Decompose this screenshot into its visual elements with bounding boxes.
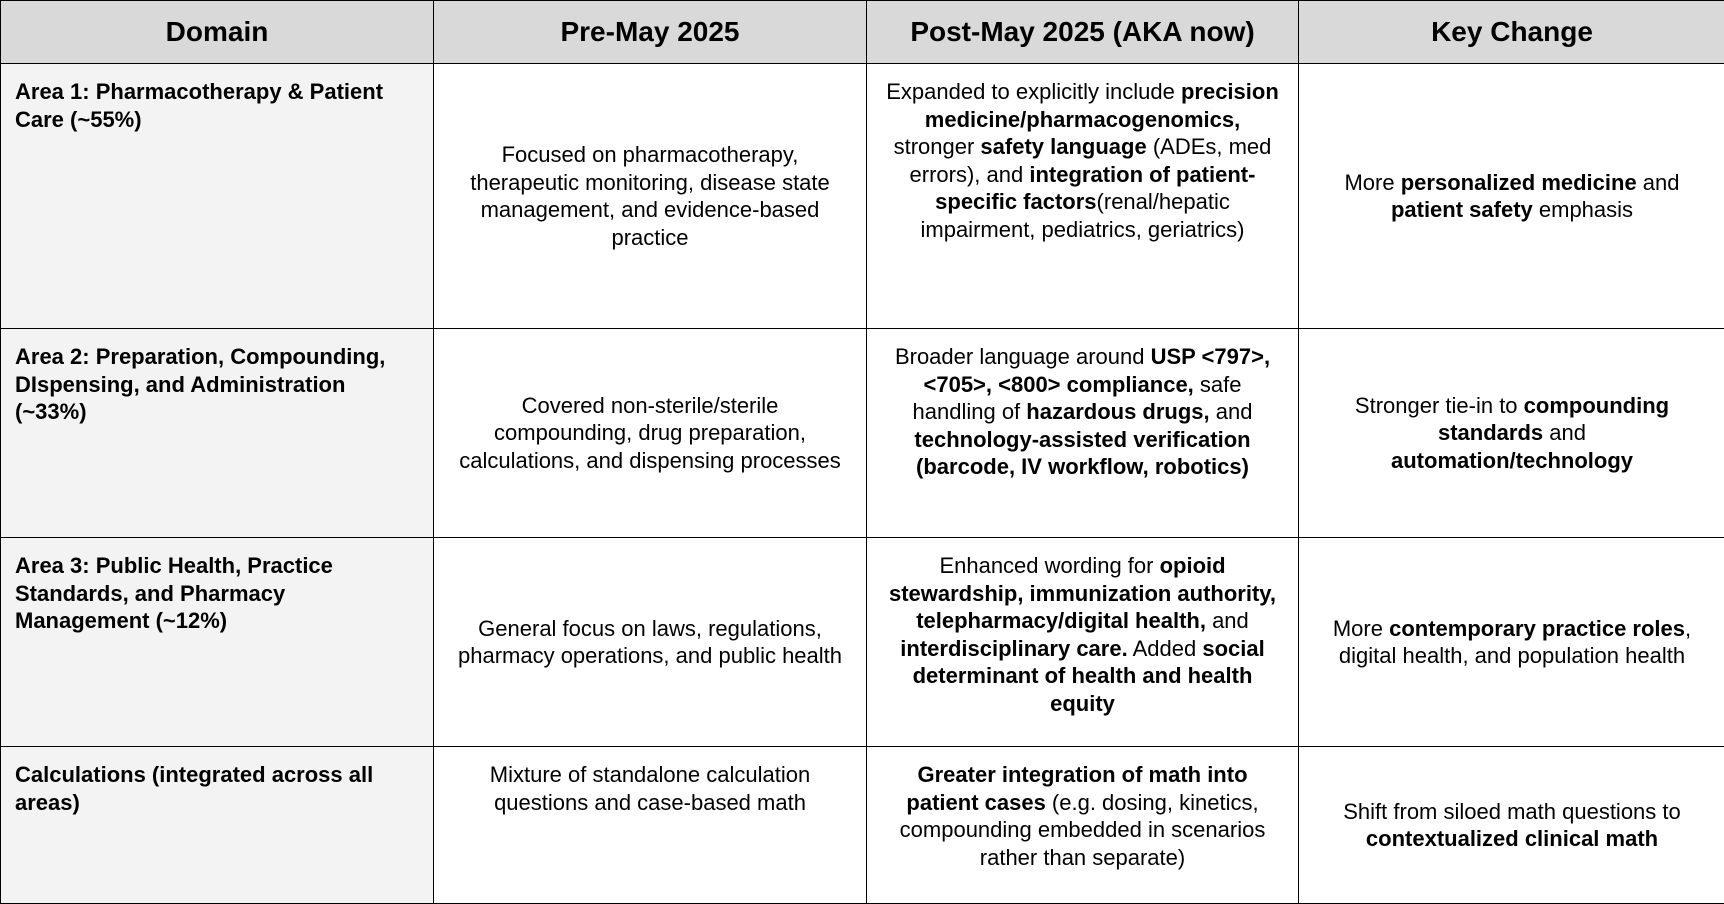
text-span: (renal/hepatic impairment, pediatrics, geriatrics): [921, 189, 1245, 242]
bold-span: USP <797>, <705>, <800> compliance,: [924, 344, 1271, 397]
header-row: [1, 1, 1724, 64]
pre-may-cell: Covered non-sterile/sterile compounding, drug preparation, calculations, and dispensing processes: [434, 329, 867, 538]
text-span: Stronger tie-in to: [1355, 393, 1524, 418]
text-span: Enhanced wording for: [939, 553, 1159, 578]
bold-span: Greater integration of math into patient cases: [906, 762, 1247, 815]
text-span: (e.g. dosing, kinetics, compounding embedded in scenarios rather than separate): [900, 790, 1266, 870]
bold-span: patient safety: [1391, 197, 1533, 222]
domain-cell: Area 1: Pharmacotherapy & Patient Care (~55%): [1, 64, 434, 329]
text-span: Shift from siloed math questions to: [1343, 799, 1681, 824]
bold-span: automation/technology: [1391, 448, 1633, 473]
header-pre-may-2025: Pre-May 2025: [434, 1, 867, 64]
text-span: emphasis: [1533, 197, 1633, 222]
key-change-cell: [1299, 747, 1724, 904]
text-span: and: [1637, 170, 1680, 195]
header-post-may-2025: Post-May 2025 (AKA now): [867, 1, 1299, 64]
post-may-cell: [867, 329, 1299, 538]
text-span: and: [1543, 420, 1586, 445]
text-span: Added: [1128, 636, 1203, 661]
text-span: Expanded to explicitly include: [886, 79, 1181, 104]
text-span: More: [1344, 170, 1400, 195]
domain-cell: Area 2: Preparation, Compounding, DIspensing, and Administration (~33%): [1, 329, 434, 538]
text-span: , digital health, and population health: [1339, 616, 1691, 669]
bold-span: hazardous drugs,: [1026, 399, 1209, 424]
pre-may-cell: Mixture of standalone calculation questions and case-based math: [434, 747, 867, 904]
text-span: (ADEs, med errors), and: [910, 134, 1272, 187]
header-key-change: Key Change: [1299, 1, 1724, 64]
pre-may-cell: General focus on laws, regulations, pharmacy operations, and public health: [434, 538, 867, 747]
bold-span: personalized medicine: [1401, 170, 1637, 195]
table-row: [1, 747, 1724, 904]
domain-cell: Area 3: Public Health, Practice Standards, and Pharmacy Management (~12%): [1, 538, 434, 747]
table-row: [1, 64, 1724, 329]
domain-cell: Calculations (integrated across all areas): [1, 747, 434, 904]
text-span: Broader language around: [895, 344, 1151, 369]
bold-span: precision medicine/pharmacogenomics,: [925, 79, 1279, 132]
bold-span: interdisciplinary care.: [900, 636, 1127, 661]
key-change-cell: [1299, 329, 1724, 538]
table-row: [1, 329, 1724, 538]
key-change-cell: [1299, 64, 1724, 329]
bold-span: social determinant of health and health equity: [913, 636, 1265, 716]
key-change-cell: [1299, 538, 1724, 747]
text-span: and: [1210, 399, 1253, 424]
text-span: stronger: [894, 134, 981, 159]
pre-may-cell: Focused on pharmacotherapy, therapeutic monitoring, disease state management, and evidence-based practice: [434, 64, 867, 329]
post-may-cell: [867, 64, 1299, 329]
header-domain: Domain: [1, 1, 434, 64]
table-row: [1, 538, 1724, 747]
post-may-cell: [867, 747, 1299, 904]
post-may-cell: [867, 538, 1299, 747]
text-span: and: [1206, 608, 1249, 633]
bold-span: compounding standards: [1438, 393, 1669, 446]
text-span: safe handling of: [913, 372, 1242, 425]
bold-span: opioid stewardship, immunization authority, telepharmacy/digital health,: [889, 553, 1276, 633]
bold-span: technology-assisted verification (barcode, IV workflow, robotics): [914, 427, 1250, 480]
bold-span: safety language: [980, 134, 1146, 159]
bold-span: contemporary practice roles: [1389, 616, 1685, 641]
bold-span: integration of patient-specific factors: [935, 162, 1255, 215]
bold-span: contextualized clinical math: [1366, 826, 1658, 851]
text-span: More: [1333, 616, 1389, 641]
